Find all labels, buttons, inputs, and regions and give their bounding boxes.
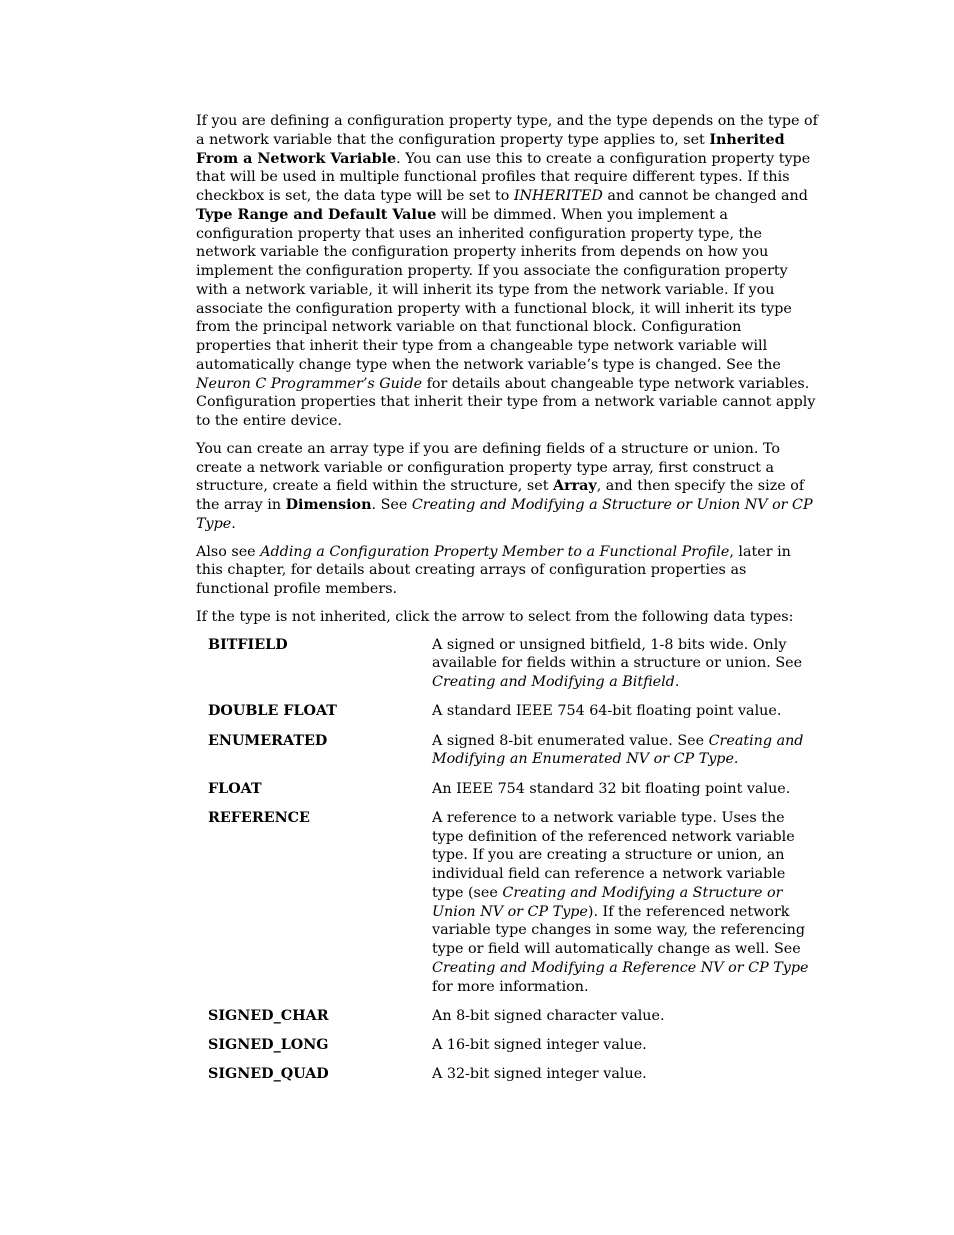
bold-term: Type Range and Default Value xyxy=(196,206,437,223)
text-run: for more information. xyxy=(432,978,589,995)
data-type-row xyxy=(196,636,818,692)
data-type-description xyxy=(432,1036,812,1055)
text-run: . xyxy=(231,515,236,532)
text-run: . xyxy=(733,751,739,768)
text-run: . See xyxy=(371,497,412,513)
paragraph xyxy=(196,543,818,599)
data-type-description xyxy=(432,636,812,692)
italic-reference: Creating and Modifying an Enumerated NV or CP Type xyxy=(432,732,804,768)
text-run: , and then specify the size of the array in xyxy=(196,478,805,513)
data-type-row xyxy=(196,780,818,799)
text-run: A signed or unsigned bitfield, 1-8 bits wide. Only available for fields within a structure or union. See xyxy=(432,636,803,672)
data-type-name: FLOAT xyxy=(208,780,262,797)
text-run: If the type is not inherited, click the arrow to select from the following data types: xyxy=(196,608,794,625)
text-run: Also see xyxy=(196,543,261,560)
data-type-name: REFERENCE xyxy=(208,809,310,826)
data-type-name: SIGNED_CHAR xyxy=(208,1007,329,1024)
data-types-list xyxy=(196,636,818,1085)
text-run: for details about changeable type network variables. Configuration properties that inherit their type from a network variable cannot apply to the entire device. xyxy=(196,375,816,429)
data-type-description xyxy=(432,732,812,770)
data-type-description xyxy=(432,702,812,721)
italic-reference: Adding a Configuration Property Member to a Functional Profile xyxy=(260,543,730,560)
italic-reference: Creating and Modifying a Reference NV or CP Type xyxy=(432,959,809,976)
text-run: You can create an array type if you are defining fields of a structure or union. To create a network variable or configuration property type array, first construct a structure, create a field within the structure, set xyxy=(196,440,781,495)
data-type-row xyxy=(196,1065,818,1084)
data-type-name: BITFIELD xyxy=(208,636,288,653)
italic-reference: INHERITED xyxy=(513,188,603,204)
data-type-name: SIGNED_LONG xyxy=(208,1037,329,1053)
text-run: An 8-bit signed character value. xyxy=(432,1007,665,1024)
text-run: ). If the referenced network variable type changes in some way, the referencing type or field will automatically change as well. See xyxy=(432,903,805,957)
italic-reference: Creating and Modifying a Structure or Union NV or CP Type xyxy=(196,497,813,532)
data-type-row xyxy=(196,1007,818,1026)
text-run: . You can use this to create a configuration property type that will be used in multiple functional profiles that require different types. If this checkbox is set, the data type will be set to xyxy=(196,150,811,204)
data-type-description xyxy=(432,1007,812,1026)
paragraph xyxy=(196,440,818,534)
paragraph xyxy=(196,112,818,431)
data-type-row xyxy=(196,702,818,721)
italic-reference: Neuron C Programmer’s Guide xyxy=(196,375,423,392)
data-type-row xyxy=(196,1036,818,1055)
paragraph xyxy=(196,608,818,627)
data-type-description xyxy=(432,1065,812,1084)
data-type-description xyxy=(432,809,812,997)
text-run: A standard IEEE 754 64-bit floating point value. xyxy=(432,703,782,720)
text-run: A 16-bit signed integer value. xyxy=(432,1037,647,1053)
text-run: . xyxy=(674,674,680,690)
text-run: A reference to a network variable type. Uses the type definition of the referenced network variable type. If you are creating a structure or union, an individual field can reference a network variable type (see xyxy=(432,809,795,901)
data-type-name: SIGNED_QUAD xyxy=(208,1066,329,1083)
text-run: A 32-bit signed integer value. xyxy=(432,1066,647,1083)
data-type-row xyxy=(196,732,818,770)
italic-reference: Creating and Modifying a Bitfield xyxy=(432,674,675,690)
bold-term: Array xyxy=(552,478,597,495)
data-type-row xyxy=(196,809,818,997)
text-run: An IEEE 754 standard 32 bit floating point value. xyxy=(432,780,791,797)
document-page xyxy=(196,112,818,1095)
bold-term: Inherited From a Network Variable xyxy=(196,131,785,167)
text-run: If you are defining a configuration property type, and the type depends on the type of a network variable that the configuration property type applies to, set xyxy=(196,113,818,148)
text-run: A signed 8-bit enumerated value. See xyxy=(432,732,709,749)
italic-reference: Creating and Modifying a Structure or Union NV or CP Type xyxy=(432,884,783,920)
text-run: and cannot be changed and xyxy=(602,188,808,204)
data-type-name: ENUMERATED xyxy=(208,732,328,749)
body-text xyxy=(196,112,818,627)
data-type-description xyxy=(432,780,812,799)
text-run: , later in this chapter, for details about creating arrays of configuration properties as functional profile members. xyxy=(196,543,791,597)
data-type-name: DOUBLE FLOAT xyxy=(208,703,337,720)
bold-term: Dimension xyxy=(285,497,372,513)
text-run: will be dimmed. When you implement a configuration property that uses an inherited configuration property type, the network variable the configuration property inherits from depends on how you implement the configuration property. If you associate the configuration property with a network variable, it will inherit its type from the network variable. If you associate the configuration property with a functional block, it will inherit its type from the principal network variable on that functional block. Configuration properties that inherit their type from a changeable type network variable will automatically change type when the network variable’s type is changed. See the xyxy=(196,206,792,373)
